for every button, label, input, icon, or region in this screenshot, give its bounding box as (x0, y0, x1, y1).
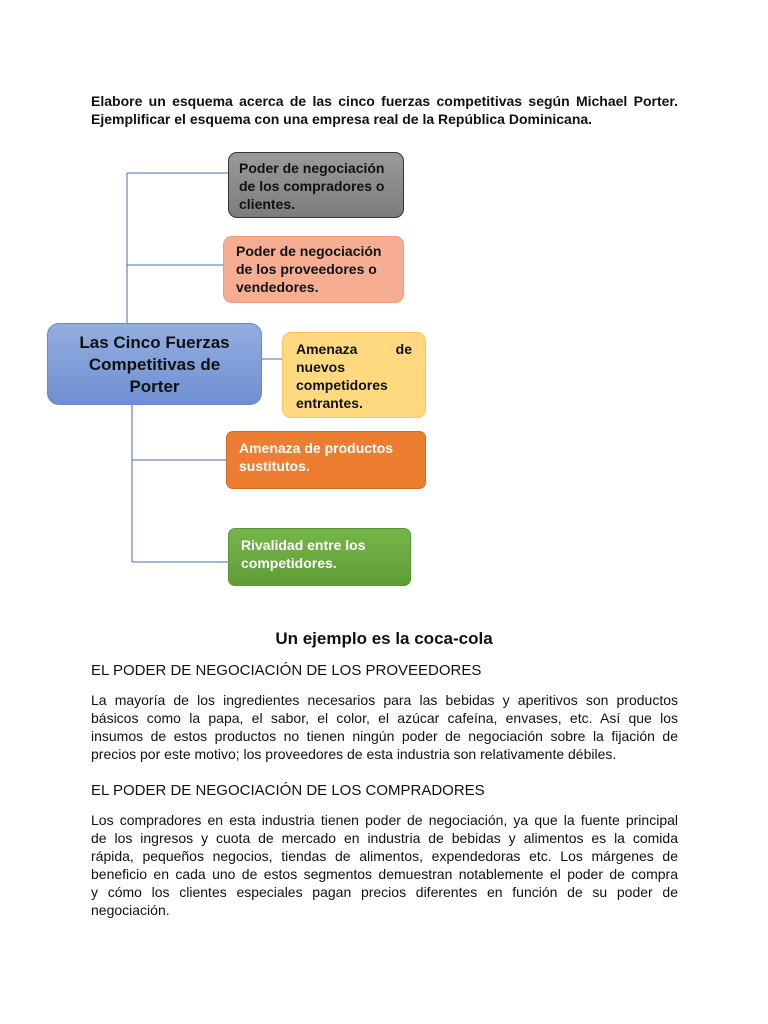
paragraph-line: precios por este motivo; los proveedores de esta industria son relativamente débiles. (91, 746, 617, 762)
porter-five-forces-node (47, 323, 262, 405)
force-text-line: vendedores. (236, 279, 319, 295)
paragraph-suppliers (91, 691, 678, 763)
paragraph-line: negociación. (91, 902, 170, 918)
paragraph-line: básicos como la papa, el sabor, el color, el azúcar cafeína, envases, etc. Así que los (91, 710, 678, 726)
paragraph-buyers (91, 811, 678, 919)
paragraph-line: beneficio en cada uno de estos segmentos demuestran notablemente el poder de compra (91, 866, 678, 882)
example-title: Un ejemplo es la coca-cola (275, 629, 493, 648)
force-text-line: Poder de negociación (239, 160, 385, 176)
main-node-line: Las Cinco Fuerzas (79, 333, 230, 352)
force-text-line: sustitutos. (239, 458, 310, 474)
force-new-entrants (282, 332, 426, 418)
force-text-line: de los compradores o (239, 178, 385, 194)
section-heading-suppliers: EL PODER DE NEGOCIACIÓN DE LOS PROVEEDORES (91, 662, 482, 679)
main-node-line: Competitivas de (88, 355, 221, 374)
force-text-line: clientes. (239, 196, 296, 212)
paragraph-line: Los compradores en esta industria tienen poder de negociación, ya que la fuente principal (91, 812, 678, 828)
paragraph-line: de los ingresos y cuota de mercado en industria de bebidas y alimentos es la comida (91, 830, 678, 846)
force-text-line: Rivalidad entre los (241, 537, 366, 553)
instruction-line: Elabore un esquema acerca de las cinco fuerzas competitivas según Michael Porter. (91, 93, 678, 109)
force-rivalry (228, 528, 411, 586)
force-text-line: competidores (296, 377, 388, 393)
force-text-line: nuevos (296, 359, 346, 375)
force-text-line: de los proveedores o (236, 261, 377, 277)
force-text-line: competidores. (241, 555, 337, 571)
force-text-line: Amenaza de (296, 341, 412, 357)
force-text-line: Amenaza de productos (239, 440, 394, 456)
force-text-line: Poder de negociación (236, 243, 382, 259)
paragraph-line: La mayoría de los ingredientes necesarios para las bebidas y aperitivos son productos (91, 692, 678, 708)
force-substitutes (226, 431, 426, 489)
force-text-line: entrantes. (296, 395, 363, 411)
section-heading-buyers: EL PODER DE NEGOCIACIÓN DE LOS COMPRADORES (91, 782, 485, 799)
main-node-line: Porter (129, 377, 180, 396)
force-buyers-power (228, 152, 404, 218)
instruction-line: Ejemplificar el esquema con una empresa real de la República Dominicana. (91, 111, 593, 127)
paragraph-line: y cómo los clientes especiales pagan precios diferentes en función de su poder de (91, 884, 678, 900)
paragraph-line: rápida, pequeños negocios, tiendas de alimentos, expendedoras etc. Los márgenes de (91, 848, 678, 864)
paragraph-line: insumos de estos productos no tienen ningún poder de negociación sobre la fijación de (91, 728, 678, 744)
force-suppliers-power (223, 236, 404, 303)
